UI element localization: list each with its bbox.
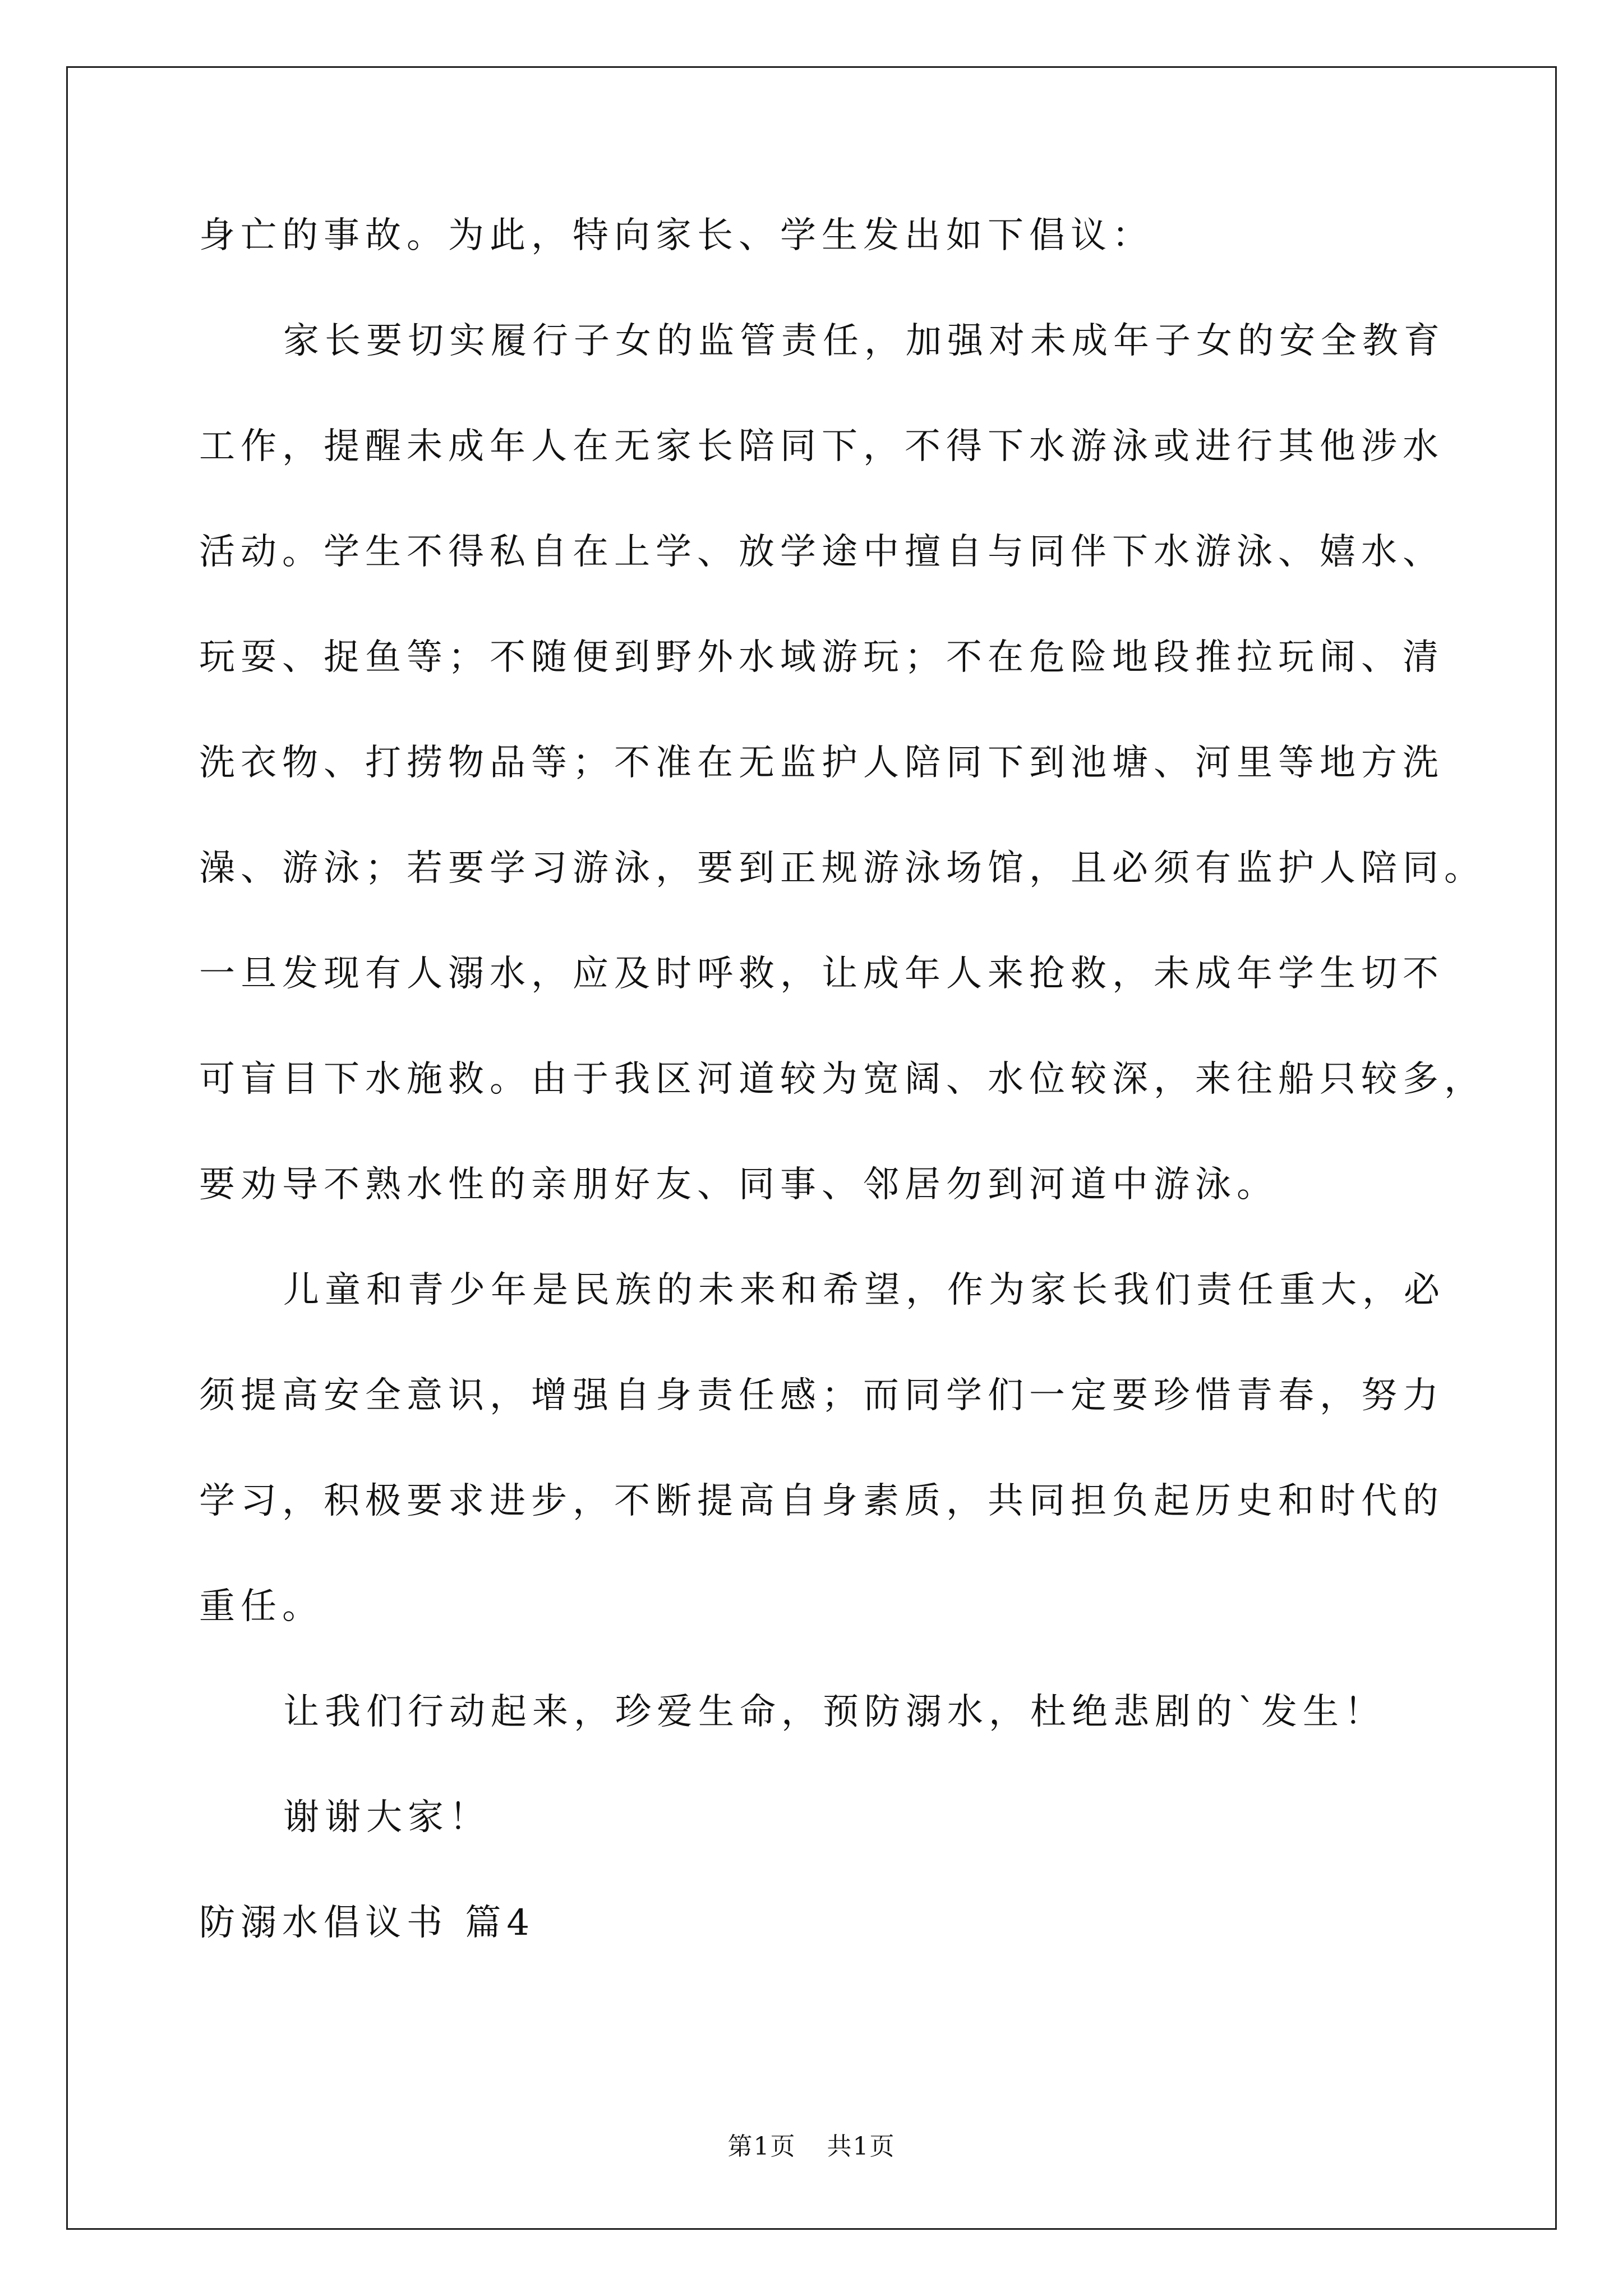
paragraph-line: 须提高安全意识，增强自身责任感；而同学们一定要珍惜青春，努力 bbox=[199, 1375, 1444, 1416]
page-number: 第1页 bbox=[727, 2132, 796, 2161]
paragraph-line: 一旦发现有人溺水，应及时呼救，让成年人来抢救，未成年学生切不 bbox=[199, 953, 1444, 995]
page-footer bbox=[0, 2126, 1623, 2162]
page-total: 共1页 bbox=[827, 2132, 896, 2161]
paragraph-line: 澡、游泳；若要学习游泳，要到正规游泳场馆，且必须有监护人陪同。 bbox=[199, 848, 1486, 889]
closing-line: 谢谢大家！ bbox=[283, 1797, 491, 1838]
paragraph-line: 洗衣物、打捞物品等；不准在无监护人陪同下到池塘、河里等地方洗 bbox=[199, 742, 1444, 784]
paragraph-line: 让我们行动起来，珍爱生命，预防溺水，杜绝悲剧的`发生！ bbox=[283, 1691, 1386, 1733]
paragraph-line: 家长要切实履行子女的监管责任，加强对未成年子女的安全教育 bbox=[283, 320, 1445, 362]
paragraph-line: 玩耍、捉鱼等；不随便到野外水域游玩；不在危险地段推拉玩闹、清 bbox=[199, 637, 1444, 678]
paragraph-line: 学习，积极要求进步，不断提高自身素质，共同担负起历史和时代的 bbox=[199, 1480, 1444, 1522]
paragraph-line: 活动。学生不得私自在上学、放学途中擅自与同伴下水游泳、嬉水、 bbox=[199, 531, 1444, 573]
section-heading: 防溺水倡议书 篇4 bbox=[199, 1902, 536, 1944]
paragraph-line: 重任。 bbox=[199, 1586, 324, 1627]
paragraph-line: 身亡的事故。为此，特向家长、学生发出如下倡议： bbox=[199, 215, 1154, 256]
paragraph-line: 工作，提醒未成年人在无家长陪同下，不得下水游泳或进行其他涉水 bbox=[199, 426, 1444, 467]
paragraph-line: 可盲目下水施救。由于我区河道较为宽阔、水位较深，来往船只较多， bbox=[199, 1059, 1486, 1100]
paragraph-line: 儿童和青少年是民族的未来和希望，作为家长我们责任重大，必 bbox=[283, 1269, 1445, 1311]
paragraph-line: 要劝导不熟水性的亲朋好友、同事、邻居勿到河道中游泳。 bbox=[199, 1164, 1278, 1205]
